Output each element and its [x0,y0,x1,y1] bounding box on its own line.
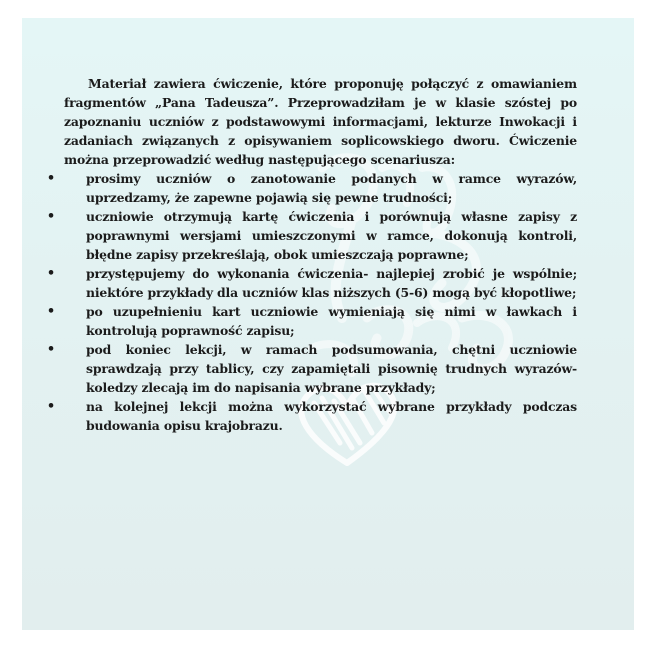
list-item [46,397,577,435]
list-item [46,207,577,264]
list-item [46,169,577,207]
step-text: na kolejnej lekcji można wykorzystać wybrane przykłady podczas budowania opisu krajobrazu. [86,399,577,433]
step-text: po uzupełnieniu kart uczniowie wymieniają się nimi w ławkach i kontrolują poprawność zapisu; [86,304,577,338]
bullet-icon: • [46,304,56,319]
step-text: uczniowie otrzymują kartę ćwiczenia i porównują własne zapisy z poprawnymi wersjami umieszczonymi w ramce, dokonują kontroli, błędne zapisy przekreślają, obok umieszczają poprawne; [86,209,577,262]
step-text: pod koniec lekcji, w ramach podsumowania, chętni uczniowie sprawdzają przy tablicy, czy zapamiętali pisownię trudnych wyrazów- koledzy zlecają im do napisania wybrane przykłady; [86,342,577,395]
document-page [22,18,634,630]
bullet-icon: • [46,399,56,414]
bullet-icon: • [46,266,56,281]
bullet-icon: • [46,209,56,224]
list-item [46,340,577,397]
document-body [46,74,577,435]
bullet-icon: • [46,171,56,186]
list-item [46,302,577,340]
intro-paragraph: Materiał zawiera ćwiczenie, które proponuję połączyć z omawianiem fragmentów „Pana Tadeusza”. Przeprowadziłam je w klasie szóstej po zapoznaniu uczniów z podstawowymi informacjami, lekturze Inwokacji i zadaniach związanych z opisywaniem soplicowskiego dworu. Ćwiczenie można przeprowadzić według następującego scenariusza: [64,76,577,167]
scenario-steps-list [46,169,577,435]
step-text: prosimy uczniów o zanotowanie podanych w ramce wyrazów, uprzedzamy, że zapewne pojawią się pewne trudności; [86,171,577,205]
step-text: przystępujemy do wykonania ćwiczenia- najlepiej zrobić je wspólnie; niektóre przykłady dla uczniów klas niższych (5-6) mogą być kłopotliwe; [86,266,577,300]
list-item [46,264,577,302]
bullet-icon: • [46,342,56,357]
